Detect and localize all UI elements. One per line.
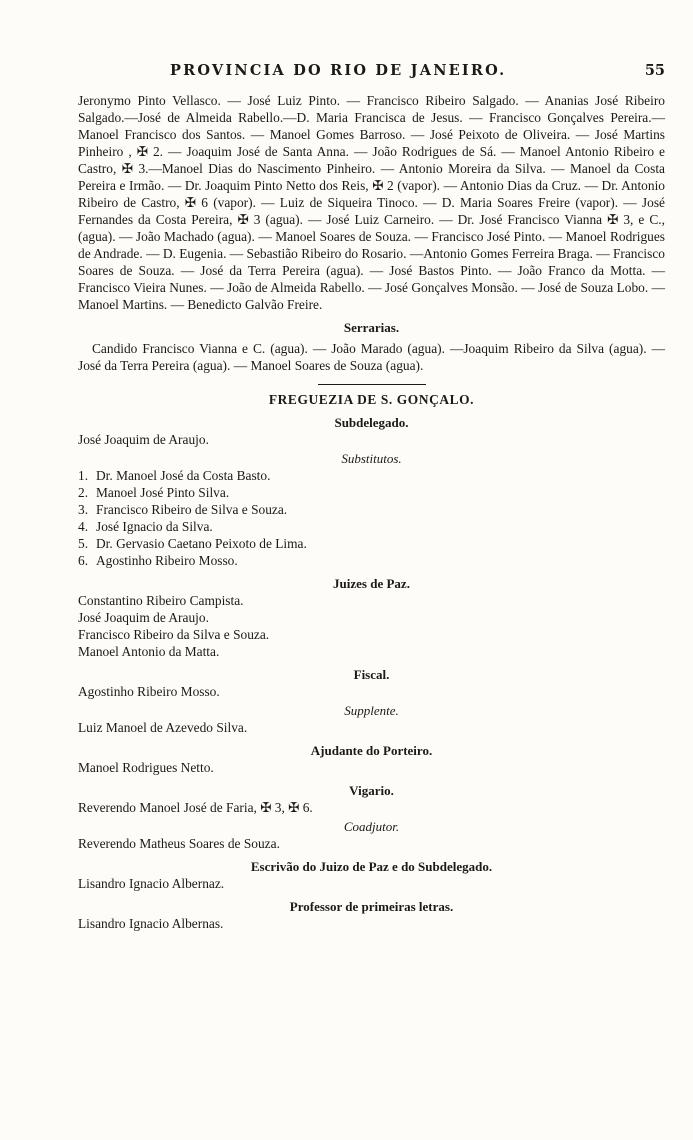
juiz-name: Manoel Antonio da Matta. [78,644,220,659]
item-number: 6. [78,553,89,568]
subdelegado-heading: Subdelegado. [334,415,409,430]
list-item [78,484,665,501]
juiz-name: José Joaquim de Araujo. [78,610,209,625]
fiscal-name: Agostinho Ribeiro Mosso. [78,684,220,699]
professor-name: Lisandro Ignacio Albernas. [78,916,224,931]
names-paragraph: Jeronymo Pinto Vellasco. — José Luiz Pinto. — Francisco Ribeiro Salgado. — Ananias José Ribeiro Salgado.—José de Almeida Rabello.—D. Maria Francisca de Jesus. — Francisco Gonçalves Pereira.—Manoel Francisco dos Santos. — Manoel Gomes Barroso. — José Peixoto de Oliveira. — José Martins Pinheiro , ✠ 2. — Joaquim José de Santa Anna. — João Rodrigues de Sá. — Manoel Antonio Ribeiro e Castro, ✠ 3.—Manoel Dias do Nascimento Pinheiro. — Antonio Moreira da Silva. — Manoel da Costa Pereira e Irmão. — Dr. Joaquim Pinto Netto dos Reis, ✠ 2 (vapor). — Antonio Dias da Cruz. — Dr. Antonio Ribeiro de Castro, ✠ 6 (vapor). — Luiz de Siqueira Tinoco. — D. Maria Soares Freire (vapor). — José Fernandes da Costa Pereira, ✠ 3 (agua). — José Luiz Carneiro. — Dr. José Francisco Vianna ✠ 3, e C., (agua). — João Machado (agua). — Manoel Soares de Souza. — Francisco José Pinto. — Manoel Rodrigues de Andrade. — D. Eugenia. — Sebastião Ribeiro do Rosario. —Antonio Gomes Ferreira Braga. — Francisco Soares de Souza. — José da Terra Pereira (agua). — José Bastos Pinto. — João Franco da Motta. — Francisco Vieira Nunes. — João de Almeida Rabello. — José Gonçalves Monsão. — José de Souza Lobo. —Manoel Martins. — Benedicto Galvão Freire. [78,93,665,312]
escrivao-heading: Escrivão do Juizo de Paz e do Subdelegado. [250,859,493,874]
list-item [78,467,665,484]
item-number: 5. [78,536,89,551]
juizes-heading: Juizes de Paz. [333,576,410,591]
page-body [78,92,665,932]
item-name: Manoel José Pinto Silva. [96,485,230,500]
coadjutor-heading: Coadjutor. [343,819,400,834]
list-item [78,552,665,569]
serrarias-heading: Serrarias. [343,320,400,335]
running-title: PROVINCIA DO RIO DE JANEIRO. [170,62,507,79]
item-number: 3. [78,502,89,517]
freguezia-title: FREGUEZIA DE S. GONÇALO. [268,392,475,407]
juiz-name: Constantino Ribeiro Campista. [78,593,244,608]
ajudante-heading: Ajudante do Porteiro. [310,743,433,758]
running-header [78,62,665,88]
list-item [78,535,665,552]
list-item [78,501,665,518]
vigario-heading: Vigario. [349,783,394,798]
item-number: 2. [78,485,89,500]
vigario-name: Reverendo Manoel José de Faria, ✠ 3, ✠ 6. [78,800,313,815]
subdelegado-name: José Joaquim de Araujo. [78,432,209,447]
escrivao-name: Lisandro Ignacio Albernaz. [78,876,225,891]
item-number: 4. [78,519,89,534]
item-number: 1. [78,468,89,483]
coadjutor-name: Reverendo Matheus Soares de Souza. [78,836,280,851]
fiscal-heading: Fiscal. [353,667,390,682]
substitutos-list [78,467,665,569]
supplente-name: Luiz Manoel de Azevedo Silva. [78,720,248,735]
substitutos-heading: Substitutos. [341,451,402,466]
supplente-heading: Supplente. [344,703,399,718]
section-divider [318,384,426,385]
page-number: 55 [644,62,665,79]
item-name: Francisco Ribeiro de Silva e Souza. [96,502,288,517]
serrarias-text: Candido Francisco Vianna e C. (agua). — João Marado (agua). —Joaquim Ribeiro da Silva (agua). — José da Terra Pereira (agua). — Manoel Soares de Souza (agua). [78,341,665,373]
ajudante-name: Manoel Rodrigues Netto. [78,760,214,775]
item-name: Agostinho Ribeiro Mosso. [96,553,238,568]
professor-heading: Professor de primeiras letras. [289,899,454,914]
list-item [78,518,665,535]
item-name: José Ignacio da Silva. [96,519,213,534]
juiz-name: Francisco Ribeiro da Silva e Souza. [78,627,270,642]
item-name: Dr. Manoel José da Costa Basto. [96,468,271,483]
item-name: Dr. Gervasio Caetano Peixoto de Lima. [96,536,307,551]
